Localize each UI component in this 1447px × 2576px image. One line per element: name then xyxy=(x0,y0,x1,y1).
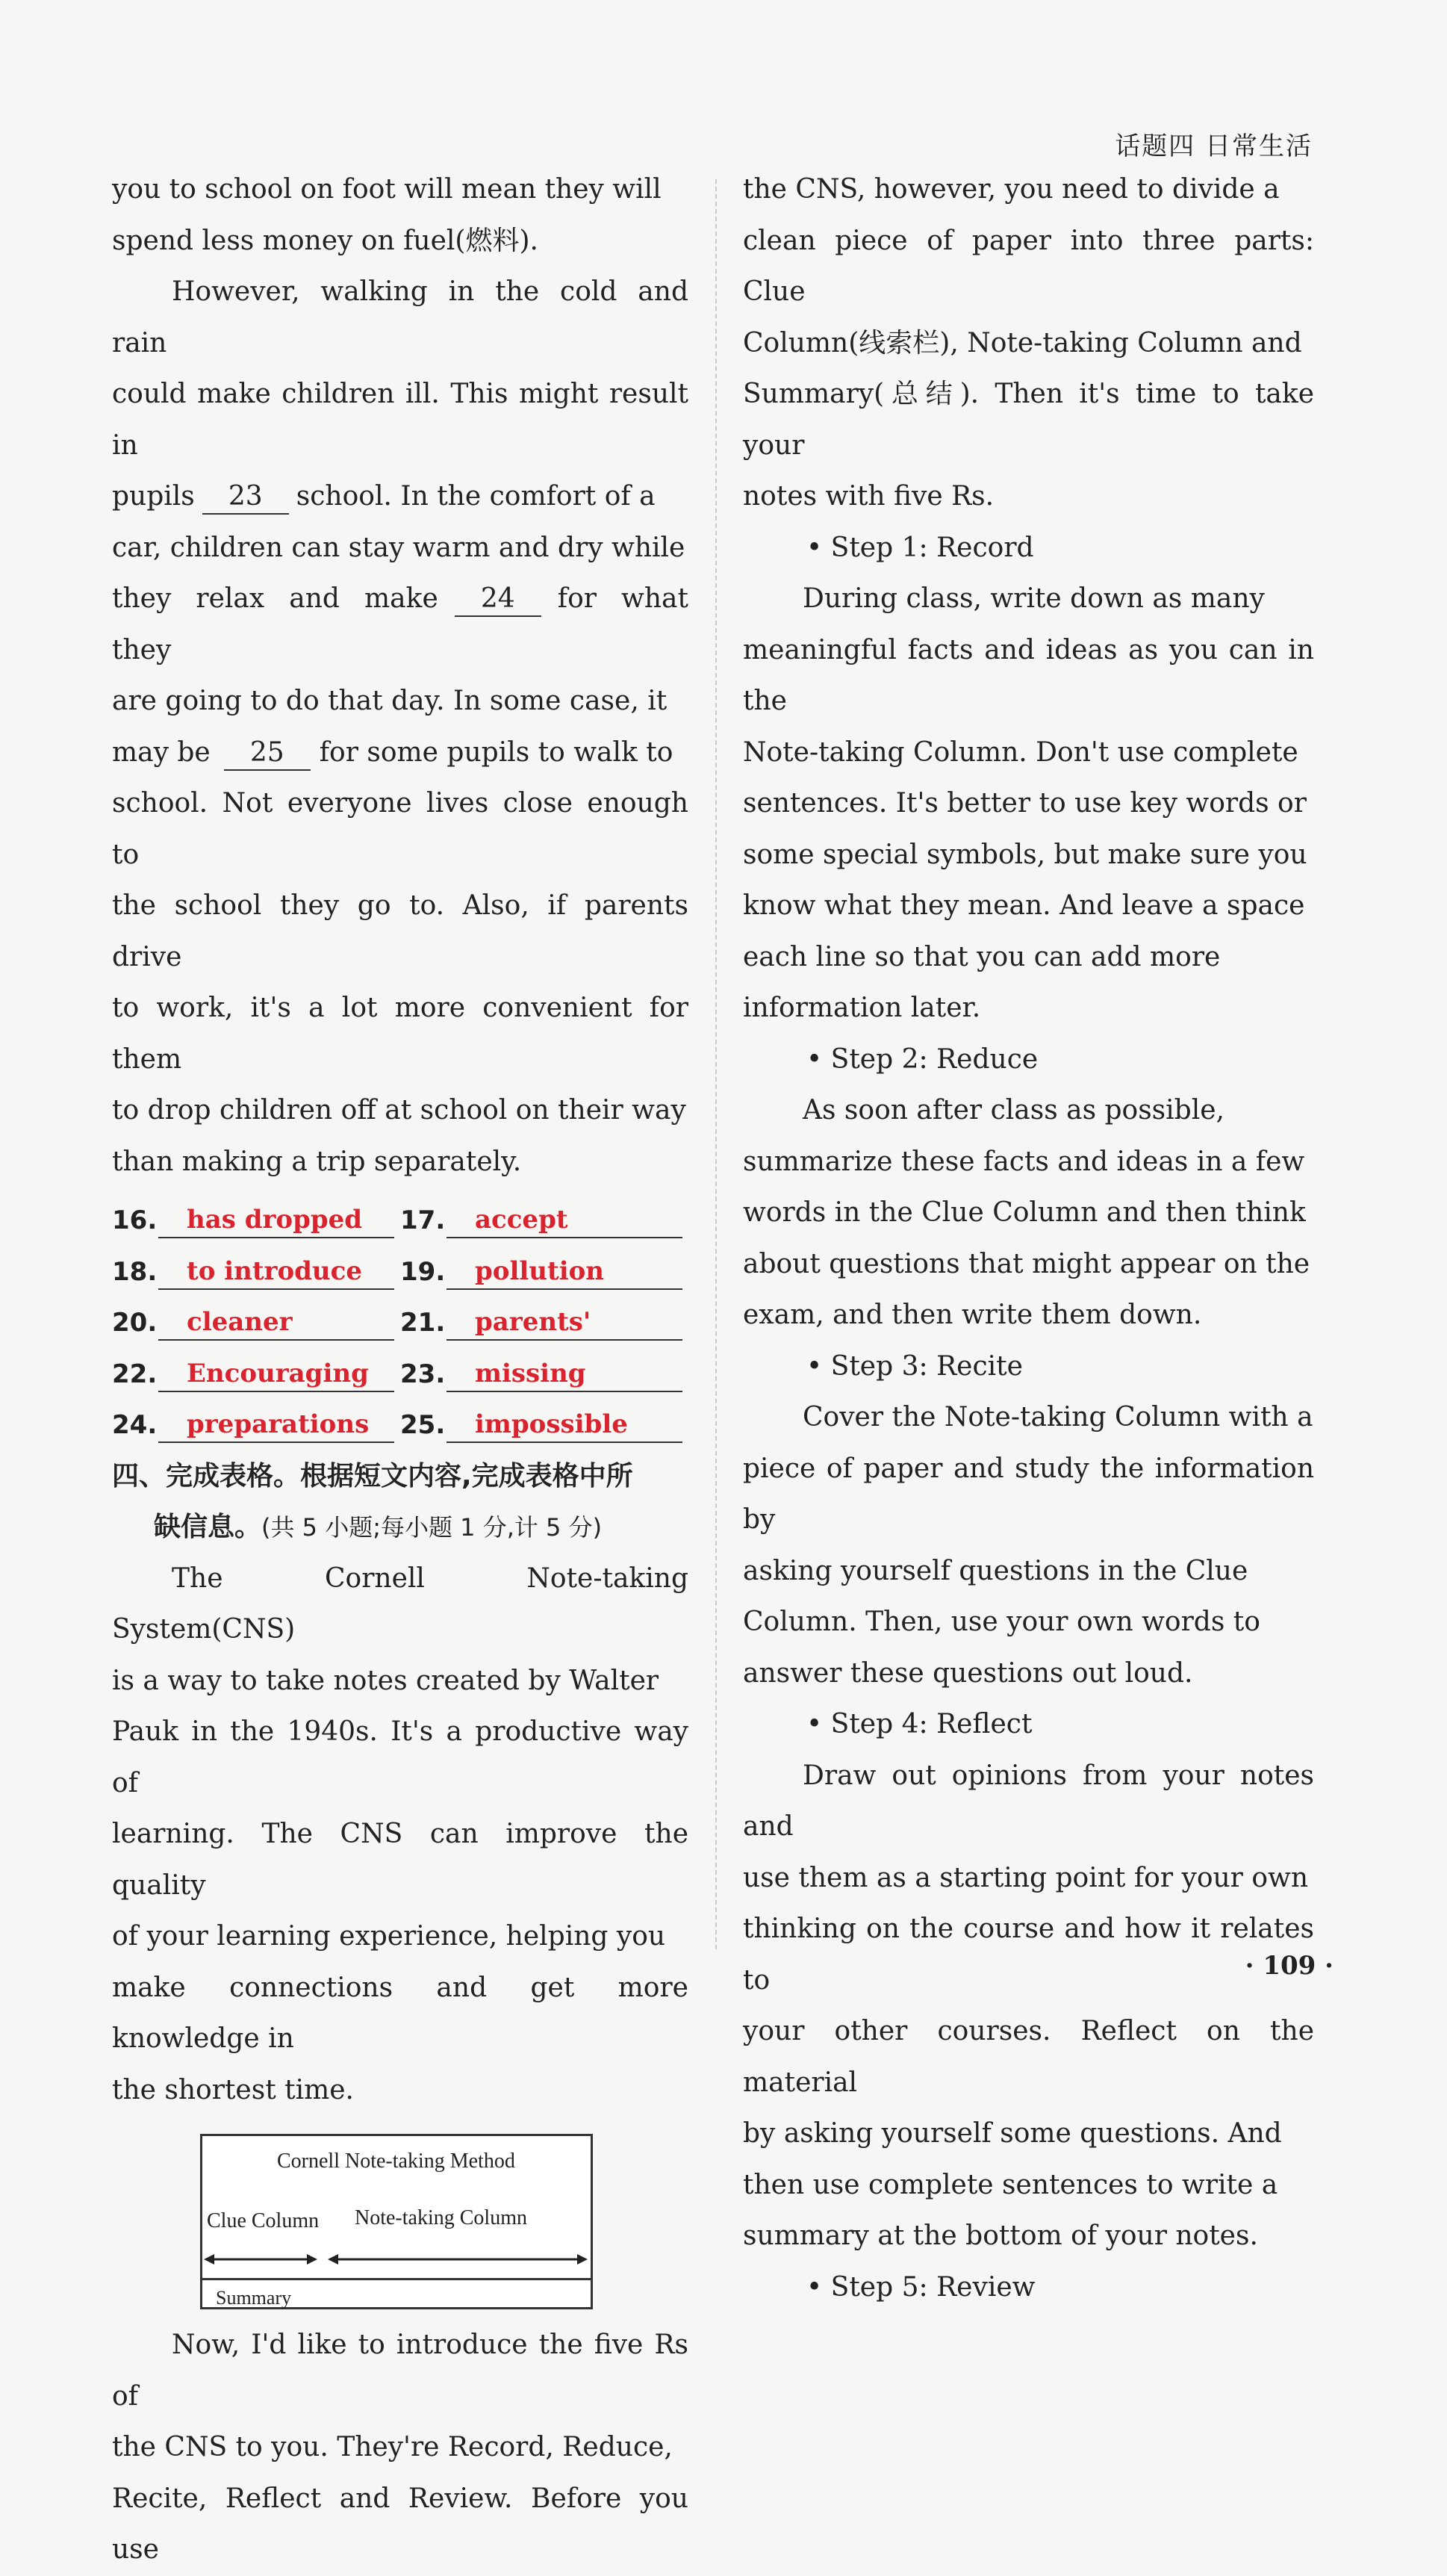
blank-23: 23 xyxy=(202,480,289,515)
text-line: then use complete sentences to write a xyxy=(743,2169,1278,2200)
answer-value: impossible xyxy=(446,1407,682,1443)
task-heading: 四、完成表格。根据短文内容,完成表格中所 xyxy=(112,1460,633,1492)
text-line: Summary(总结). Then it's time to take your xyxy=(743,379,1314,461)
text-line xyxy=(112,574,688,676)
answer-item xyxy=(112,1202,400,1238)
answer-item xyxy=(112,1356,400,1392)
text-line: The Cornell Note-taking System(CNS) xyxy=(112,1562,688,1645)
text-line: school. Not everyone lives close enough to xyxy=(112,788,688,870)
blank-24: 24 xyxy=(455,583,541,617)
text-line: by asking yourself some questions. And xyxy=(743,2118,1282,2149)
text-line: your other courses. Reflect on the material xyxy=(743,2016,1314,2098)
task-heading-cont xyxy=(112,1502,688,1554)
text-line: you to school on foot will mean they will xyxy=(112,174,662,205)
text-line xyxy=(112,471,688,523)
text-fragment: for some pupils to walk to xyxy=(319,736,673,768)
text-line: Pauk in the 1940s. It's a productive way of xyxy=(112,1716,688,1798)
answer-number: 23. xyxy=(400,1359,446,1389)
column-divider xyxy=(715,179,717,1949)
diagram-clue-label: Clue Column xyxy=(207,2209,320,2232)
diagram-summary-label: Summary xyxy=(216,2287,292,2309)
task-heading-text: 缺信息。 xyxy=(154,1512,262,1542)
text-line: As soon after class as possible, xyxy=(803,1095,1224,1126)
text-line: car, children can stay warm and dry while xyxy=(112,532,685,563)
text-line: use them as a starting point for your own xyxy=(743,1862,1309,1893)
note-arrow-head-right xyxy=(577,2254,588,2265)
text-line: piece of paper and study the information by xyxy=(743,1453,1314,1535)
diagram-note-label: Note-taking Column xyxy=(355,2206,527,2229)
answer-value: has dropped xyxy=(158,1202,394,1238)
diagram-summary-divider xyxy=(202,2278,591,2280)
text-line: words in the Clue Column and then think xyxy=(743,1197,1306,1228)
text-line: to drop children off at school on their way xyxy=(112,1095,686,1126)
text-line xyxy=(112,727,688,779)
answer-number: 16. xyxy=(112,1205,158,1236)
answer-value: preparations xyxy=(158,1407,394,1443)
left-column xyxy=(112,164,688,2576)
answer-value: to introduce xyxy=(158,1254,394,1290)
answer-number: 17. xyxy=(400,1205,446,1236)
answer-number: 19. xyxy=(400,1256,446,1287)
answer-value: missing xyxy=(446,1356,682,1392)
text-line: are going to do that day. In some case, it xyxy=(112,686,668,716)
answer-item xyxy=(400,1356,688,1392)
answer-item xyxy=(112,1407,400,1443)
answer-item xyxy=(400,1305,688,1341)
text-line: Now, I'd like to introduce the five Rs of xyxy=(112,2330,688,2412)
answer-row xyxy=(112,1297,688,1349)
text-line: thinking on the course and how it relates to xyxy=(743,1914,1314,1996)
page-header: 话题四 日常生活 xyxy=(1115,131,1313,161)
blank-25: 25 xyxy=(224,736,311,771)
text-line: information later. xyxy=(743,993,981,1023)
answer-item xyxy=(400,1407,688,1443)
answer-row xyxy=(112,1400,688,1451)
text-line: the CNS to you. They're Record, Reduce, xyxy=(112,2432,673,2462)
text-line: summary at the bottom of your notes. xyxy=(743,2220,1258,2251)
step-2-heading: • Step 2: Reduce xyxy=(806,1043,1039,1075)
text-fragment: pupils xyxy=(112,481,195,512)
step-5-heading: • Step 5: Review xyxy=(806,2271,1036,2303)
answer-row xyxy=(112,1349,688,1400)
step-3-heading: • Step 3: Recite xyxy=(806,1350,1023,1382)
text-line: make connections and get more knowledge in xyxy=(112,1972,688,2054)
text-line: than making a trip separately. xyxy=(112,1146,522,1177)
text-line: summarize these facts and ideas in a few xyxy=(743,1146,1305,1177)
text-line: spend less money on fuel(燃料). xyxy=(112,225,538,256)
text-line: is a way to take notes created by Walter xyxy=(112,1665,659,1696)
text-line: meaningful facts and ideas as you can in the xyxy=(743,634,1314,716)
answer-row xyxy=(112,1195,688,1247)
answer-number: 21. xyxy=(400,1308,446,1338)
answer-value: parents' xyxy=(446,1305,682,1341)
text-line: learning. The CNS can improve the quality xyxy=(112,1819,688,1901)
text-line: Draw out opinions from your notes and xyxy=(743,1760,1314,1842)
answer-value: Encouraging xyxy=(158,1356,394,1392)
text-line: Column(线索栏), Note-taking Column and xyxy=(743,327,1302,359)
diagram-title: Cornell Note-taking Method xyxy=(277,2150,515,2173)
text-line: Column. Then, use your own words to xyxy=(743,1607,1260,1637)
answer-row xyxy=(112,1247,688,1298)
answer-number: 18. xyxy=(112,1256,158,1287)
text-line: the shortest time. xyxy=(112,2074,354,2105)
text-line: of your learning experience, helping you xyxy=(112,1921,666,1952)
text-line: clean piece of paper into three parts: Clue xyxy=(743,225,1314,307)
clue-arrow-head-right xyxy=(307,2254,317,2265)
answer-item xyxy=(112,1305,400,1341)
answer-item xyxy=(400,1254,688,1290)
text-line: about questions that might appear on the xyxy=(743,1248,1310,1279)
text-fragment: for what they xyxy=(112,583,688,665)
step-1-heading: • Step 1: Record xyxy=(806,532,1034,563)
text-fragment: school. In the comfort of a xyxy=(296,481,656,512)
answer-number: 20. xyxy=(112,1308,158,1338)
text-fragment: they relax and make xyxy=(112,583,438,614)
text-line: During class, write down as many xyxy=(803,583,1265,614)
text-line: the school they go to. Also, if parents drive xyxy=(112,890,688,972)
answer-item xyxy=(400,1202,688,1238)
text-line: Note-taking Column. Don't use complete xyxy=(743,736,1298,768)
text-line: sentences. It's better to use key words or xyxy=(743,788,1307,819)
text-line: the CNS, however, you need to divide a xyxy=(743,174,1280,205)
task-score-note: (共 5 小题;每小题 1 分,计 5 分) xyxy=(261,1513,603,1542)
text-line: exam, and then write them down. xyxy=(743,1300,1202,1330)
answer-number: 25. xyxy=(400,1410,446,1441)
text-line: However, walking in the cold and rain xyxy=(112,276,688,359)
text-fragment: may be xyxy=(112,736,211,768)
step-4-heading: • Step 4: Reflect xyxy=(806,1709,1033,1739)
text-line: some special symbols, but make sure you xyxy=(743,839,1307,870)
answer-value: pollution xyxy=(446,1254,682,1290)
answer-number: 24. xyxy=(112,1410,158,1441)
text-line: asking yourself questions in the Clue xyxy=(743,1555,1248,1586)
text-line: each line so that you can add more xyxy=(743,941,1221,972)
text-line: Recite, Reflect and Review. Before you use xyxy=(112,2483,688,2565)
text-line: answer these questions out loud. xyxy=(743,1657,1193,1689)
text-line: could make children ill. This might result in xyxy=(112,379,688,461)
diagram-arrows xyxy=(202,2248,591,2271)
right-column xyxy=(743,164,1314,2313)
clue-arrow-head-left xyxy=(204,2254,214,2265)
answer-value: accept xyxy=(446,1202,682,1238)
text-line: notes with five Rs. xyxy=(743,481,995,512)
text-line: to work, it's a lot more convenient for them xyxy=(112,993,688,1075)
text-line: Cover the Note-taking Column with a xyxy=(803,1402,1313,1433)
page-number: · 109 · xyxy=(1245,1951,1334,1981)
text-line: know what they mean. And leave a space xyxy=(743,890,1305,921)
answer-number: 22. xyxy=(112,1359,158,1389)
note-arrow-head-left xyxy=(328,2254,338,2265)
answer-item xyxy=(112,1254,400,1290)
answer-key xyxy=(112,1195,688,1451)
cornell-diagram xyxy=(200,2134,593,2309)
answer-value: cleaner xyxy=(158,1305,394,1341)
